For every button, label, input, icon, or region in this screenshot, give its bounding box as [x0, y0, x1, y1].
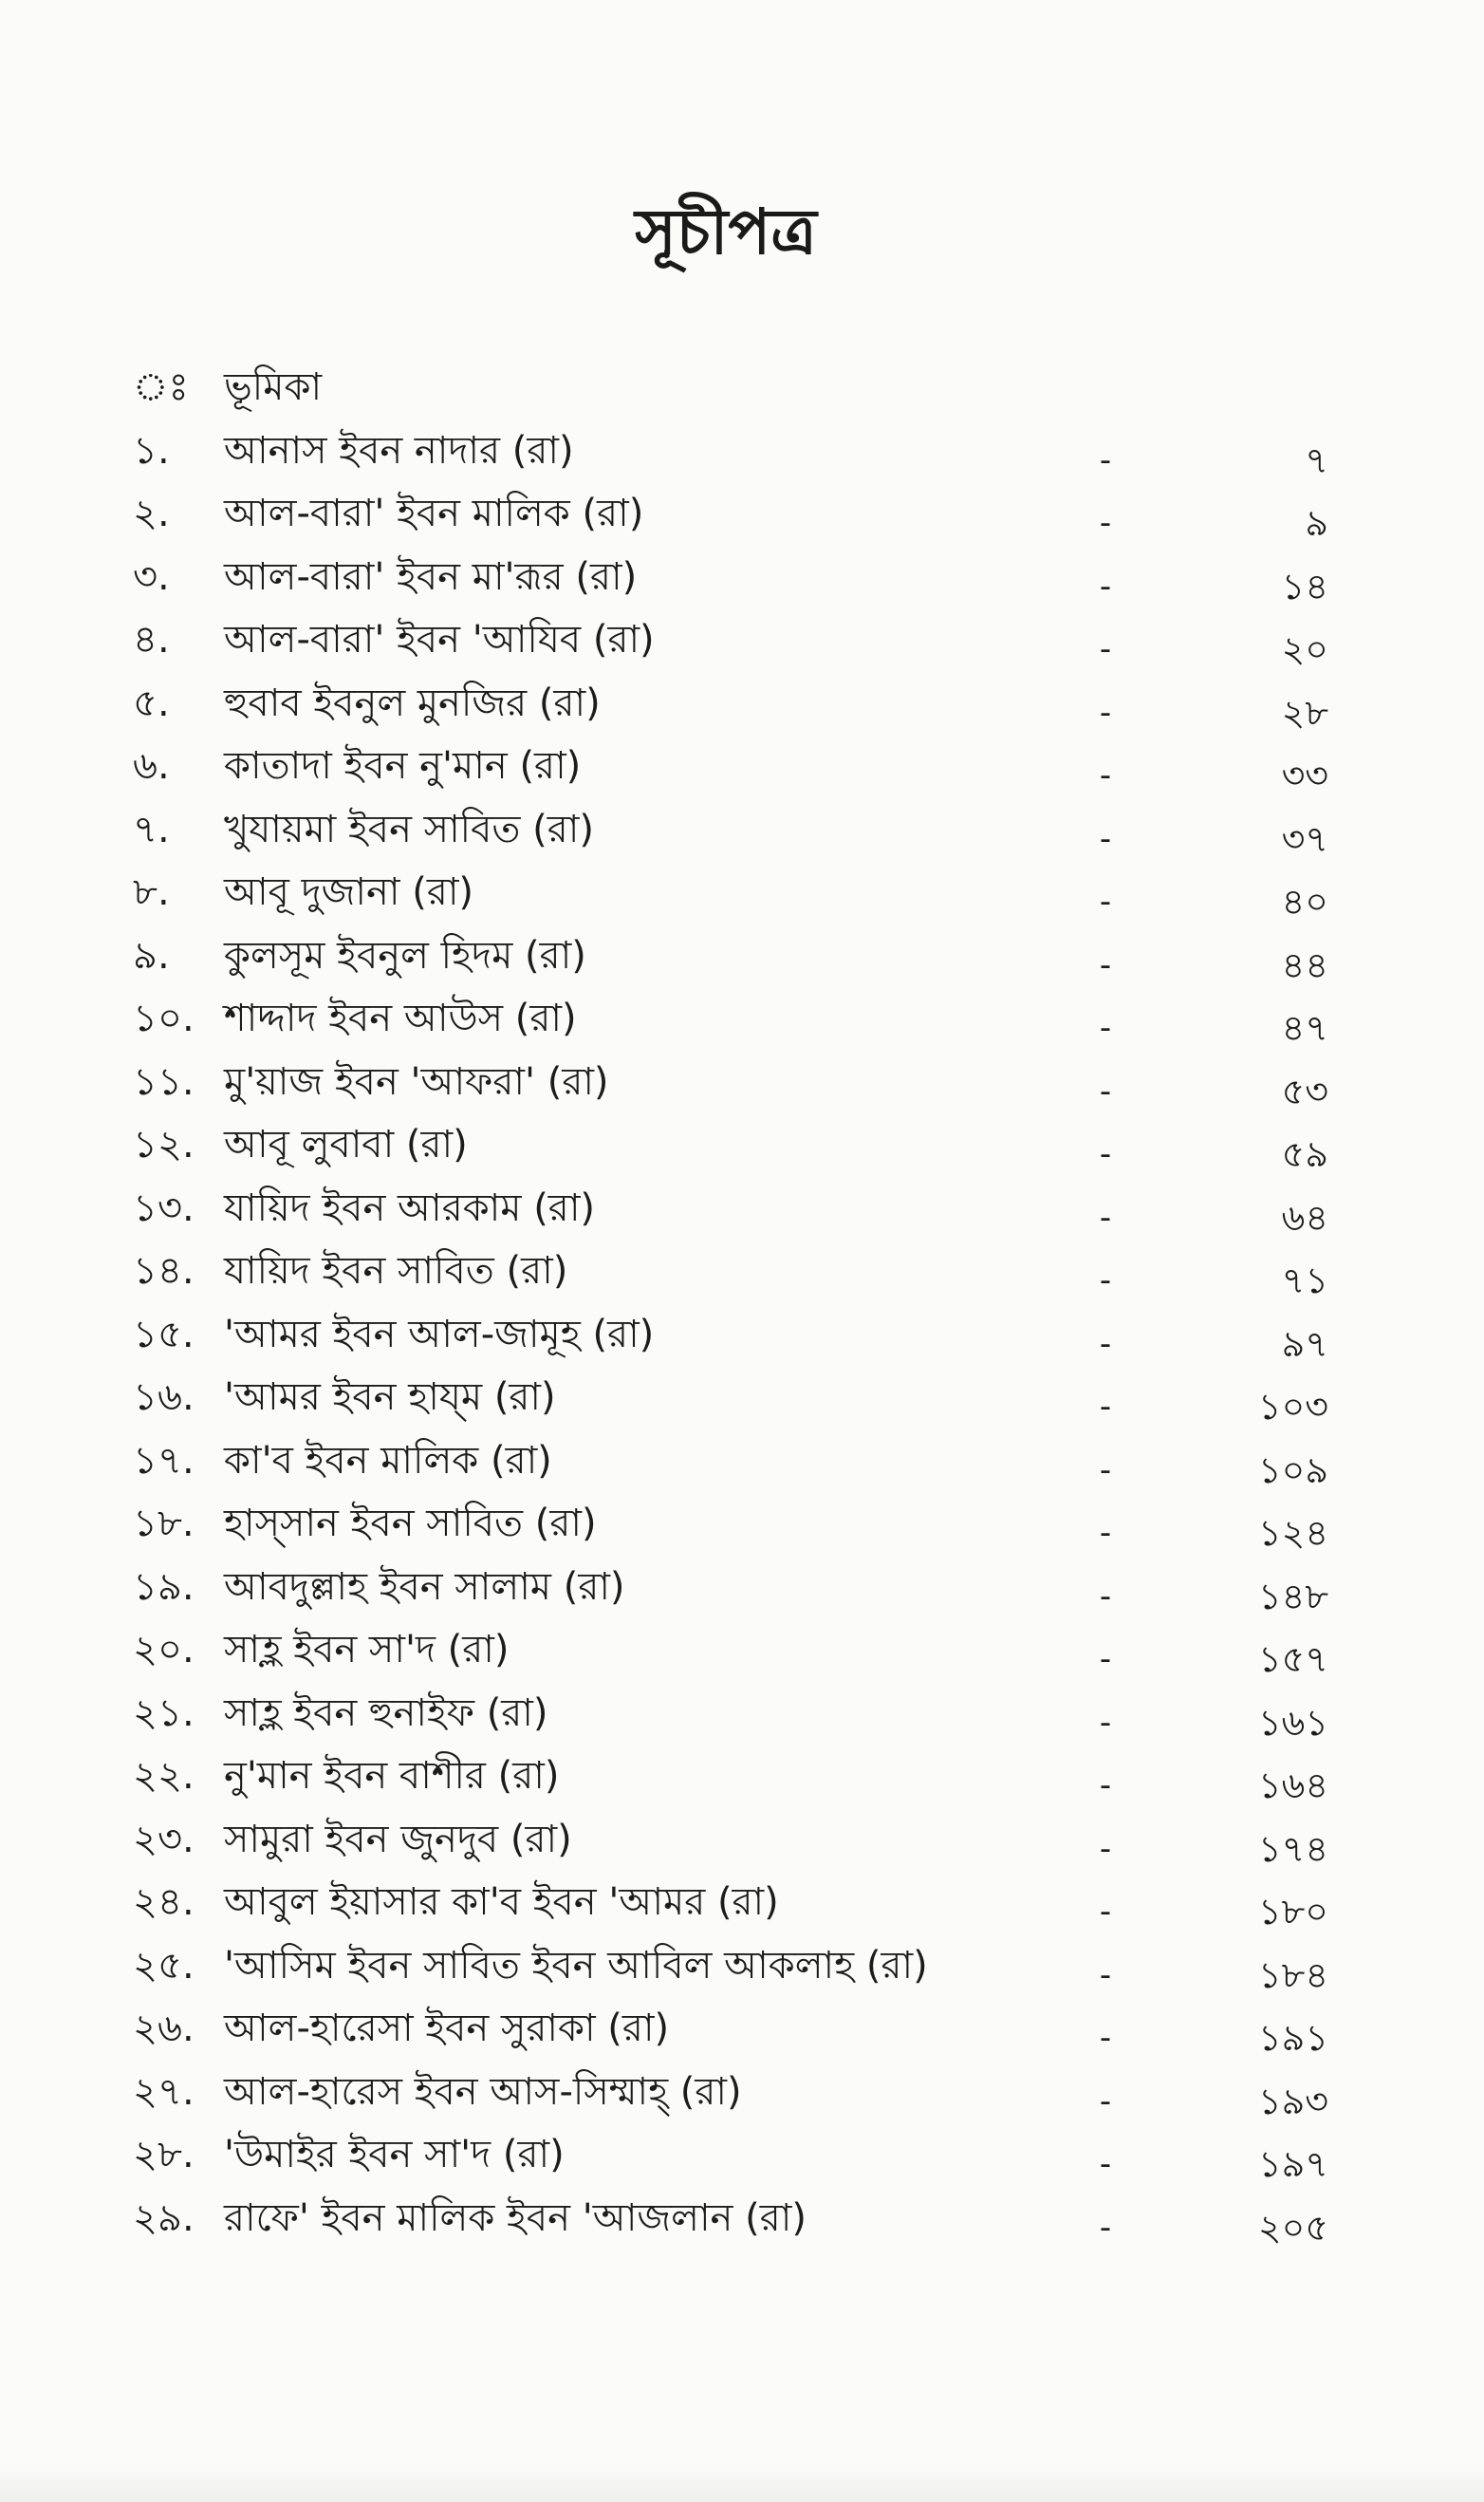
toc-number: ১৪.: [133, 1249, 195, 1293]
toc-row: [133, 2061, 1328, 2124]
toc-row: [133, 924, 1328, 988]
toc-leader-dash: -: [1099, 504, 1112, 542]
toc-row: [133, 1934, 1328, 1998]
toc-row: [133, 356, 1328, 420]
toc-number: ১৩.: [133, 1186, 195, 1230]
toc-entry-title: আল-হারেসা ইবন সুরাকা (রা): [224, 2007, 670, 2050]
toc-entry-title: সাহ্ল ইবন হুনাইফ (রা): [224, 1690, 548, 1735]
toc-page-number: ৪০: [1281, 881, 1328, 923]
toc-number: ২.: [133, 492, 170, 535]
toc-number: ২০.: [133, 1628, 195, 1671]
toc-page-number: ৯: [1305, 502, 1328, 544]
toc-page-number: ৪৪: [1281, 943, 1328, 986]
toc-entry-title: আনাস ইবন নাদার (রা): [224, 428, 574, 473]
toc-entry-title: নু'মান ইবন বাশীর (রা): [224, 1754, 560, 1798]
toc-page-number: ১৯৭: [1257, 2143, 1328, 2185]
toc-number: ১৬.: [133, 1375, 195, 1419]
toc-leader-dash: -: [1099, 2208, 1112, 2247]
toc-row: [133, 1303, 1328, 1367]
toc-entry-title: যায়িদ ইবন আরকাম (রা): [224, 1186, 596, 1230]
toc-entry-title: কুলসূম ইবনুল হিদম (রা): [224, 933, 586, 978]
toc-row: [133, 2123, 1328, 2187]
toc-leader-dash: -: [1099, 1766, 1112, 1804]
toc-page-number: ৪৭: [1281, 1007, 1328, 1049]
toc-row: [133, 1366, 1328, 1429]
toc-entry-title: কা'ব ইবন মালিক (রা): [224, 1438, 552, 1483]
toc-leader-dash: -: [1099, 819, 1112, 858]
toc-row: [133, 1492, 1328, 1556]
toc-number: ঃ: [133, 365, 189, 409]
toc-row: [133, 2187, 1328, 2250]
toc-entry-title: হাস্সান ইবন সাবিত (রা): [224, 1502, 597, 1545]
toc-entry-title: সাহ্ল ইবন সা'দ (রা): [224, 1628, 510, 1671]
toc-page-number: ১৬১: [1257, 1701, 1328, 1744]
toc-page-number: ১৮০: [1257, 1891, 1328, 1933]
toc-entry-title: ভূমিকা: [224, 365, 323, 409]
toc-entry-title: সামুরা ইবন জুনদুব (রা): [224, 1817, 572, 1861]
toc-page-number: ১৮৪: [1258, 1953, 1328, 1996]
toc-leader-dash: -: [1099, 1893, 1112, 1931]
toc-entry-title: শাদ্দাদ ইবন আউস (রা): [224, 997, 577, 1040]
toc-leader-dash: -: [1099, 1135, 1112, 1173]
toc-page-number: ৭১: [1281, 1260, 1328, 1301]
page-title: সূচীপত্র: [635, 196, 817, 269]
toc-number: ২৮.: [133, 2133, 195, 2176]
toc-page-number: ৩৩: [1281, 755, 1328, 796]
toc-number: ২৭.: [133, 2069, 195, 2114]
toc-number: ১৫.: [133, 1312, 195, 1356]
toc-page-number: ৫৩: [1281, 1070, 1328, 1112]
toc-row: [133, 1429, 1328, 1493]
toc-number: ৮.: [133, 870, 170, 914]
toc-number: ৯.: [133, 933, 170, 978]
toc-entry-title: যায়িদ ইবন সাবিত (রা): [224, 1249, 568, 1293]
toc-leader-dash: -: [1099, 1450, 1112, 1489]
toc-row: [133, 1997, 1328, 2061]
toc-number: ২৯.: [133, 2195, 195, 2240]
toc-row: [133, 1682, 1328, 1746]
toc-page-number: ১৪: [1281, 565, 1328, 607]
toc-leader-dash: -: [1099, 1261, 1112, 1299]
toc-leader-dash: -: [1099, 945, 1112, 984]
toc-row: [133, 735, 1328, 798]
toc-page-number: ৫৯: [1281, 1133, 1328, 1175]
toc-page-number: ২০৫: [1257, 2206, 1328, 2249]
toc-row: [133, 1051, 1328, 1114]
toc-entry-title: খুযায়মা ইবন সাবিত (রা): [224, 807, 594, 851]
toc-leader-dash: -: [1099, 2019, 1112, 2057]
toc-entry-title: মু'য়াজ ইবন 'আফরা' (রা): [224, 1059, 609, 1104]
toc-leader-dash: -: [1099, 1577, 1112, 1615]
toc-number: ১৮.: [133, 1502, 195, 1545]
toc-row: [133, 420, 1328, 483]
toc-entry-title: আবুল ইয়াসার কা'ব ইবন 'আমর (রা): [224, 1880, 779, 1924]
toc-number: ২৪.: [133, 1880, 195, 1924]
toc-page-number: ১৬৪: [1257, 1764, 1328, 1806]
toc-number: ৬.: [133, 744, 170, 788]
toc-number: ৪.: [133, 618, 170, 662]
toc-leader-dash: -: [1099, 1198, 1112, 1237]
toc-entry-title: আল-হারেস ইবন আস-সিম্মাহ্ (রা): [224, 2069, 742, 2114]
toc-page-number: ১৯৩: [1257, 2080, 1328, 2122]
toc-row: [133, 861, 1328, 924]
toc-row: [133, 1113, 1328, 1177]
toc-row: [133, 1745, 1328, 1808]
toc-number: ২২.: [133, 1754, 195, 1798]
toc-row: [133, 1177, 1328, 1241]
toc-row: [133, 1556, 1328, 1619]
toc-row: [133, 987, 1328, 1051]
toc-leader-dash: -: [1099, 756, 1112, 794]
toc-leader-dash: -: [1099, 883, 1112, 921]
toc-leader-dash: -: [1099, 1640, 1112, 1678]
toc-leader-dash: -: [1099, 1955, 1112, 1994]
toc-entry-title: 'আমর ইবন আল-জামূহ (রা): [224, 1312, 655, 1356]
toc-leader-dash: -: [1099, 567, 1112, 606]
toc-number: ২১.: [133, 1690, 195, 1735]
toc-row: [133, 482, 1328, 546]
toc-leader-dash: -: [1099, 1009, 1112, 1047]
toc-page-number: ৬৪: [1281, 1196, 1328, 1239]
toc-entry-title: রাফে' ইবন মালিক ইবন 'আজলান (রা): [224, 2195, 807, 2240]
toc-number: ৫.: [133, 681, 170, 725]
toc-leader-dash: -: [1099, 1514, 1112, 1552]
toc-leader-dash: -: [1099, 1703, 1112, 1742]
toc-page-number: ৯৭: [1281, 1322, 1328, 1365]
toc-page-number: ২৮: [1281, 691, 1328, 734]
toc-row: [133, 672, 1328, 736]
toc-number: ১৭.: [133, 1438, 195, 1483]
toc-entry-title: 'আমর ইবন হায্ম (রা): [224, 1375, 556, 1419]
toc-page-number: ৭: [1305, 439, 1328, 481]
toc-number: ১২.: [133, 1123, 195, 1167]
toc-number: ১৯.: [133, 1564, 195, 1609]
toc-entry-title: কাতাদা ইবন নু'মান (রা): [224, 744, 582, 788]
toc-leader-dash: -: [1099, 1072, 1112, 1111]
toc-entry-title: 'আসিম ইবন সাবিত ইবন আবিল আকলাহ (রা): [224, 1943, 928, 1988]
toc-row: [133, 608, 1328, 672]
toc-row: [133, 546, 1328, 609]
toc-entry-title: 'উমাইর ইবন সা'দ (রা): [224, 2133, 565, 2176]
toc-leader-dash: -: [1099, 1388, 1112, 1426]
toc-entry-title: আবূ লুবাবা (রা): [224, 1123, 468, 1167]
table-of-contents: [133, 356, 1328, 2250]
toc-leader-dash: -: [1099, 2145, 1112, 2183]
toc-number: ৭.: [133, 807, 170, 851]
toc-leader-dash: -: [1099, 1829, 1112, 1868]
toc-page-number: ১৯১: [1258, 2017, 1328, 2059]
toc-entry-title: আবদুল্লাহ ইবন সালাম (রা): [224, 1564, 625, 1609]
toc-page-number: ১০৯: [1257, 1448, 1328, 1491]
toc-number: ২৩.: [133, 1817, 195, 1861]
toc-page-number: ১৪৮: [1258, 1575, 1328, 1617]
toc-row: [133, 1240, 1328, 1303]
toc-number: ৩.: [133, 554, 170, 599]
toc-number: ১.: [133, 428, 170, 473]
toc-page-number: ২০: [1281, 628, 1328, 670]
toc-leader-dash: -: [1099, 630, 1112, 668]
toc-number: ১১.: [133, 1059, 195, 1104]
toc-row: [133, 1808, 1328, 1872]
toc-number: ১০.: [133, 997, 195, 1040]
toc-number: ২৬.: [133, 2007, 195, 2050]
toc-page-number: ৩৭: [1281, 817, 1328, 860]
toc-leader-dash: -: [1099, 440, 1112, 479]
toc-number: ২৫.: [133, 1943, 195, 1988]
toc-entry-title: হুবাব ইবনুল মুনজির (রা): [224, 681, 601, 725]
toc-entry-title: আল-বারা' ইবন 'আযিব (রা): [224, 618, 655, 662]
toc-entry-title: আবূ দুজানা (রা): [224, 870, 474, 914]
toc-entry-title: আল-বারা' ইবন মালিক (রা): [224, 492, 644, 535]
toc-leader-dash: -: [1099, 2082, 1112, 2120]
page-bottom-edge: [0, 2463, 1484, 2502]
toc-entry-title: আল-বারা' ইবন মা'রূর (রা): [224, 554, 638, 599]
toc-page-number: ১২৪: [1257, 1512, 1328, 1554]
toc-page-number: ১৫৭: [1257, 1638, 1328, 1680]
toc-page-number: ১০৩: [1257, 1386, 1328, 1428]
toc-row: [133, 1618, 1328, 1682]
toc-leader-dash: -: [1099, 1324, 1112, 1363]
toc-page-number: ১৭৪: [1257, 1827, 1328, 1870]
toc-row: [133, 1871, 1328, 1934]
toc-row: [133, 798, 1328, 862]
toc-leader-dash: -: [1099, 693, 1112, 732]
